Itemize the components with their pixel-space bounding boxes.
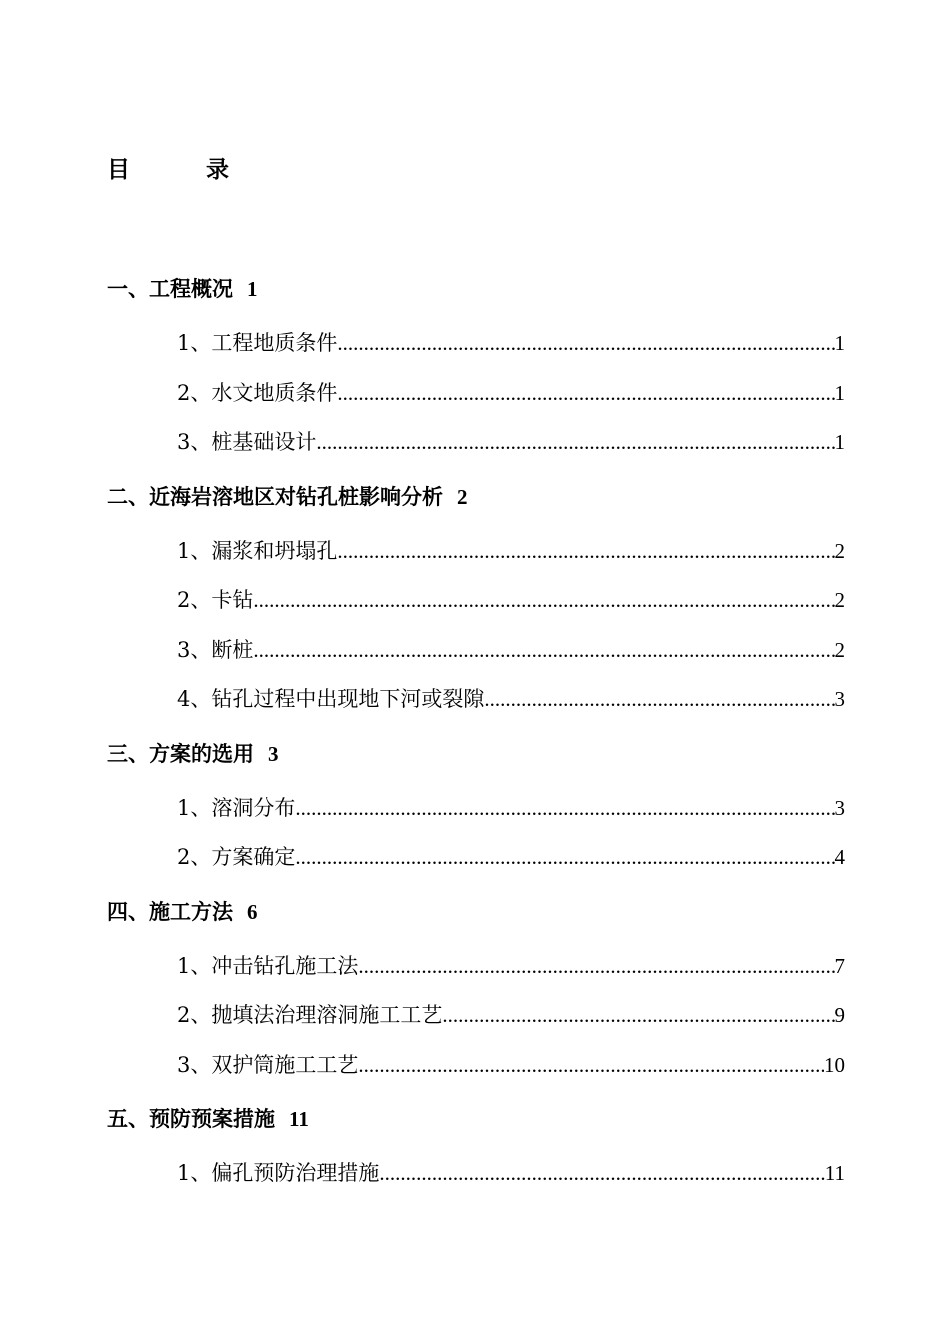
entry-label: 1、工程地质条件 [177, 331, 338, 355]
toc-entry[interactable] [177, 537, 845, 566]
section-page-number: 2 [457, 484, 468, 509]
section-title: 五、预防预案措施 [107, 1106, 275, 1131]
dot-leader [358, 952, 834, 981]
toc-entry[interactable] [177, 794, 845, 823]
toc-entry[interactable] [177, 1001, 845, 1030]
toc-entry[interactable] [177, 1051, 845, 1080]
toc-section [107, 1100, 845, 1188]
toc-entry[interactable] [177, 843, 845, 872]
toc-title-char-1: 目 [107, 156, 130, 183]
entry-label: 1、偏孔预防治理措施 [177, 1161, 380, 1185]
toc-title [107, 154, 229, 186]
entry-label: 3、双护筒施工工艺 [177, 1052, 359, 1077]
entry-page-number: 2 [834, 588, 845, 612]
dot-leader [358, 1051, 824, 1080]
toc-section [107, 270, 845, 457]
entry-page-number: 1 [834, 430, 845, 454]
section-title: 三、方案的选用 [107, 740, 254, 766]
entry-label: 3、桩基础设计 [177, 430, 317, 454]
dot-leader [253, 586, 834, 615]
toc-section [107, 893, 845, 1080]
entry-page-number: 3 [834, 687, 845, 711]
entry-label: 2、方案确定 [177, 845, 296, 869]
dot-leader [253, 636, 834, 665]
toc-section-heading[interactable] [107, 893, 845, 931]
section-title: 四、施工方法 [107, 898, 233, 924]
toc-section-heading[interactable] [107, 270, 845, 308]
entry-label: 2、抛填法治理溶洞施工工艺 [177, 1003, 443, 1027]
section-page-number: 11 [289, 1107, 309, 1131]
section-page-number: 6 [247, 899, 258, 924]
entry-label: 4、钻孔过程中出现地下河或裂隙 [177, 687, 485, 711]
dot-leader [337, 379, 834, 408]
entry-page-number: 7 [834, 953, 845, 978]
toc-entry[interactable] [177, 428, 845, 457]
section-page-number: 1 [247, 277, 258, 301]
entry-page-number: 3 [834, 795, 845, 820]
toc-section-heading[interactable] [107, 735, 845, 773]
dot-leader [337, 537, 834, 566]
toc-entry[interactable] [177, 379, 845, 408]
entry-page-number: 1 [834, 331, 845, 355]
toc-entry[interactable] [177, 952, 845, 981]
entry-label: 3、断桩 [177, 637, 254, 662]
dot-leader [295, 794, 834, 823]
dot-leader [379, 1159, 824, 1188]
toc-entry[interactable] [177, 685, 845, 714]
entry-label: 2、水文地质条件 [177, 380, 338, 405]
toc-section [107, 735, 845, 873]
entry-page-number: 4 [834, 845, 845, 869]
toc-section-heading[interactable] [107, 1100, 845, 1138]
entry-label: 1、冲击钻孔施工法 [177, 953, 359, 978]
dot-leader [442, 1001, 834, 1030]
dot-leader [316, 428, 834, 457]
dot-leader [337, 329, 834, 358]
toc-title-char-2: 录 [206, 156, 229, 183]
toc-entry[interactable] [177, 586, 845, 615]
section-title: 一、工程概况 [107, 276, 233, 301]
dot-leader [295, 843, 834, 872]
section-title: 二、近海岩溶地区对钻孔桩影响分析 [107, 483, 443, 509]
entry-page-number: 2 [834, 538, 845, 563]
toc-entry[interactable] [177, 329, 845, 358]
entry-page-number: 1 [834, 380, 845, 405]
section-page-number: 3 [268, 741, 279, 766]
toc-section [107, 478, 845, 715]
entry-page-number: 10 [824, 1052, 845, 1077]
entry-page-number: 9 [834, 1003, 845, 1027]
toc-section-heading[interactable] [107, 478, 845, 516]
table-of-contents [107, 270, 845, 1209]
entry-label: 1、漏浆和坍塌孔 [177, 538, 338, 563]
entry-page-number: 2 [834, 637, 845, 662]
toc-entry[interactable] [177, 1159, 845, 1188]
entry-label: 2、卡钻 [177, 588, 254, 612]
entry-page-number: 11 [824, 1161, 845, 1185]
entry-label: 1、溶洞分布 [177, 795, 296, 820]
dot-leader [484, 685, 834, 714]
toc-entry[interactable] [177, 636, 845, 665]
